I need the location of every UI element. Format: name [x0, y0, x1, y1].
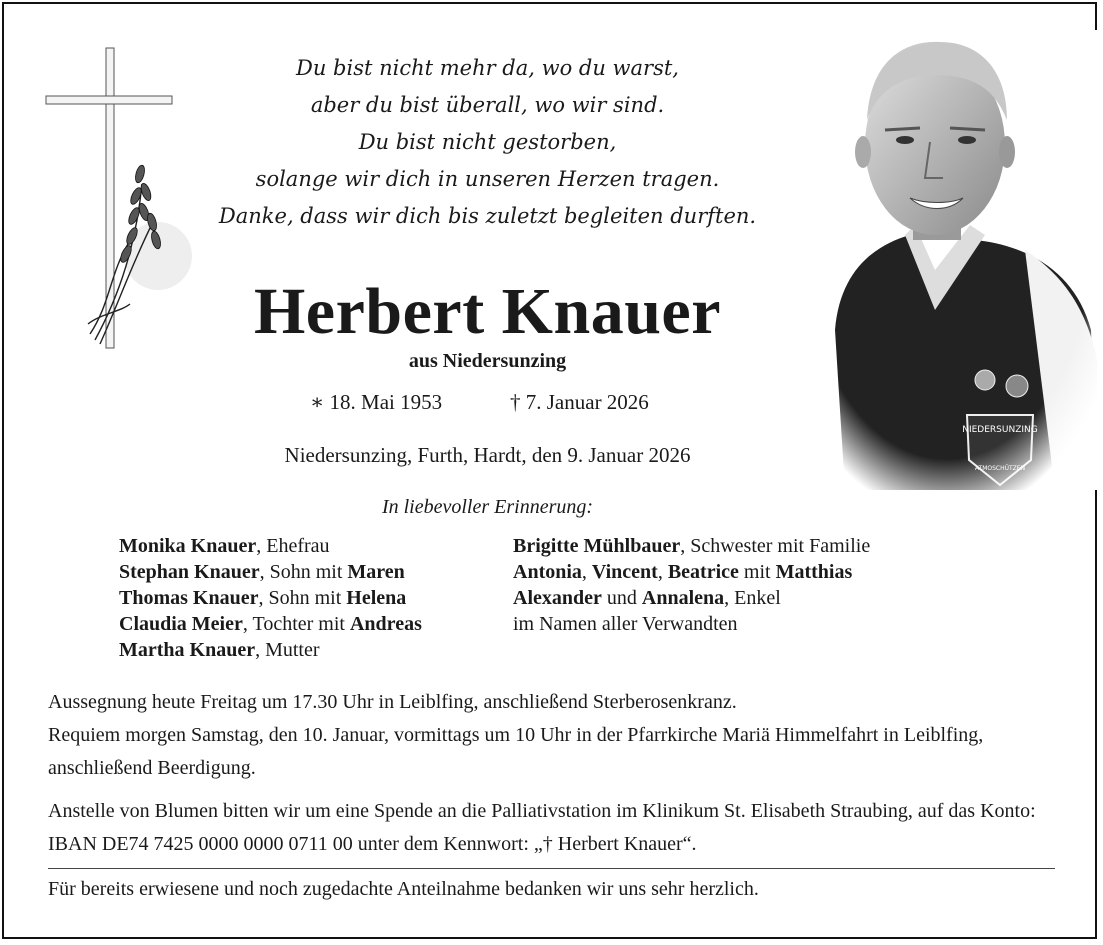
mourner-name: Maren	[347, 561, 405, 583]
mourner-relation: , Enkel	[724, 587, 781, 609]
poem-line: Du bist nicht mehr da, wo du warst,	[296, 56, 679, 80]
portrait-photo	[785, 30, 1097, 490]
mourner-name: Martha Knauer	[119, 639, 256, 661]
mourner-line	[119, 559, 422, 585]
mourner-relation: , Mutter	[255, 639, 320, 661]
mourner-line	[513, 585, 870, 611]
mourner-relation: , Ehefrau	[256, 535, 330, 557]
service-line: Aussegnung heute Freitag um 17.30 Uhr in Leiblfing, anschließend Sterberosenkranz.	[48, 691, 737, 713]
mourner-name: Brigitte Mühlbauer	[513, 535, 681, 557]
mourners-left	[119, 533, 422, 663]
place-date: Niedersunzing, Furth, Hardt, den 9. Januar 2026	[284, 443, 691, 467]
mourner-name: Beatrice	[667, 561, 739, 583]
mourner-relation: ,	[581, 561, 592, 583]
mourner-line	[119, 611, 422, 637]
mourner-line	[513, 611, 870, 637]
death-date: † 7. Januar 2026	[510, 390, 649, 414]
service-info	[48, 686, 1058, 785]
mourner-name: Monika Knauer	[119, 535, 257, 557]
poem-line: Danke, dass wir dich bis zuletzt begleiten durften.	[218, 204, 757, 228]
mourner-name: Thomas Knauer	[119, 587, 259, 609]
service-line: Requiem morgen Samstag, den 10. Januar, vormittags um 10 Uhr in der Pfarrkirche Mariä Himmelfahrt in Leiblfing, anschließend Beerdigung.	[48, 724, 984, 779]
mourner-name: Stephan Knauer	[119, 561, 260, 583]
mourner-line	[119, 585, 422, 611]
mourner-line	[513, 533, 870, 559]
poem-line: aber du bist überall, wo wir sind.	[310, 93, 665, 117]
mourners-right	[513, 533, 870, 637]
mourner-relation: und	[601, 587, 642, 609]
mourner-relation: , Sohn mit	[259, 561, 348, 583]
mourner-relation: , Tochter mit	[242, 613, 350, 635]
mourner-name: Vincent	[591, 561, 658, 583]
mourner-relation: , Schwester mit Familie	[680, 535, 871, 557]
mourner-name: Matthias	[775, 561, 853, 583]
memory-heading: In liebevoller Erinnerung:	[381, 496, 594, 518]
origin: aus Niedersunzing	[408, 350, 567, 372]
mourner-name: Alexander	[513, 587, 602, 609]
mourner-relation: im Namen aller Verwandten	[513, 613, 738, 635]
mourner-relation: ,	[657, 561, 668, 583]
birth-date: ∗ 18. Mai 1953	[310, 390, 443, 414]
mourner-name: Annalena	[641, 587, 725, 609]
poem-line: Du bist nicht gestorben,	[358, 130, 617, 154]
deceased-name: Herbert Knauer	[253, 275, 722, 348]
mourner-relation: mit	[738, 561, 776, 583]
mourner-name: Claudia Meier	[119, 613, 243, 635]
divider	[48, 868, 1055, 869]
mourner-name: Antonia	[513, 561, 582, 583]
mourner-relation: , Sohn mit	[258, 587, 347, 609]
donation-note: Anstelle von Blumen bitten wir um eine Spende an die Palliativstation im Klinikum St. Elisabeth Straubing, auf das Konto: IBAN DE74 7425 0000 0000 0711 00 unter dem Kennwort: „† Herbert Knauer“.	[48, 800, 1036, 855]
mourner-line	[513, 559, 870, 585]
poem-line: solange wir dich in unseren Herzen tragen.	[255, 167, 720, 191]
mourner-line	[119, 533, 422, 559]
mourner-line	[119, 637, 422, 663]
mourner-name: Andreas	[349, 613, 422, 635]
mourner-name: Helena	[346, 587, 407, 609]
thanks-note: Für bereits erwiesene und noch zugedachte Anteilnahme bedanken wir uns sehr herzlich.	[48, 878, 759, 900]
